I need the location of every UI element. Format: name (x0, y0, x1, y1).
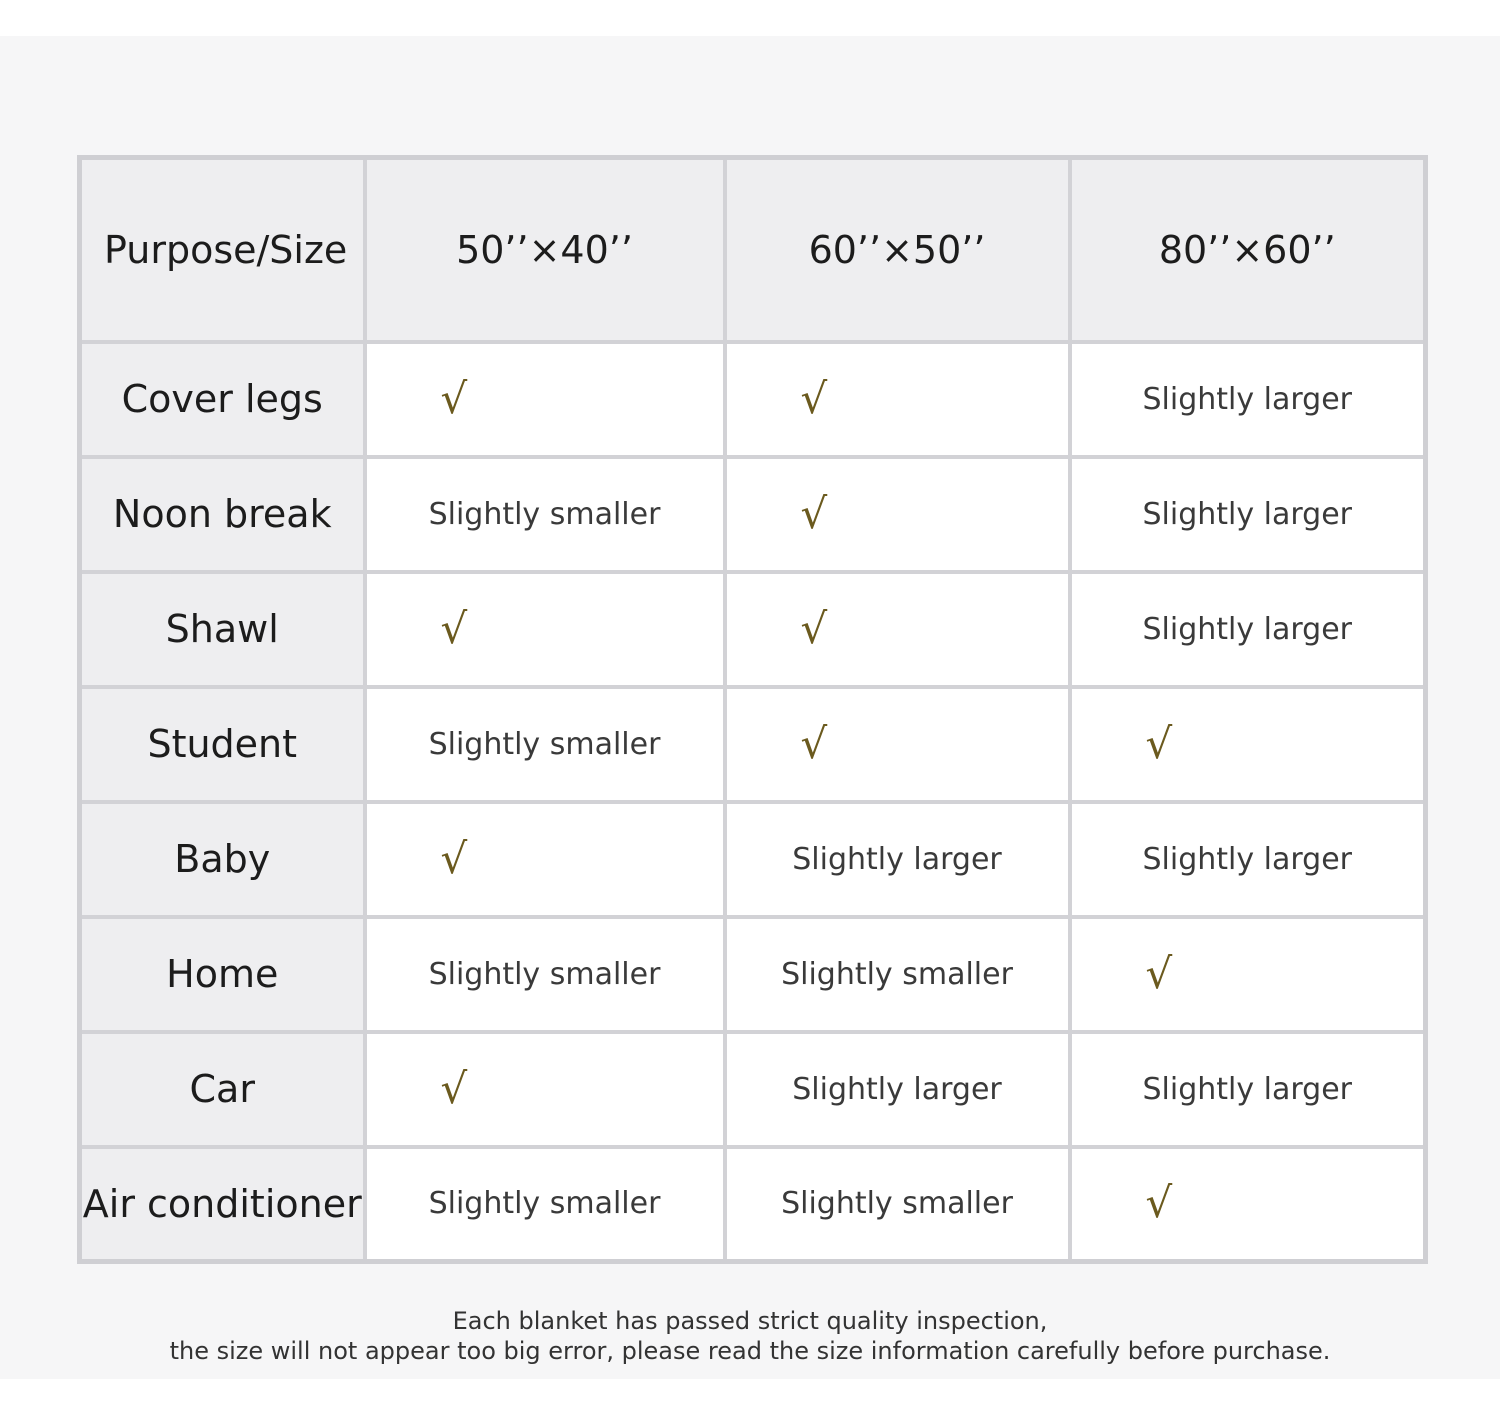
check-mark-icon: √ (800, 373, 828, 423)
header-purpose-size: Purpose/Size (80, 158, 365, 342)
footer-note (0, 1306, 1500, 1366)
table-row (80, 457, 1426, 572)
check-mark-icon: √ (440, 1063, 468, 1113)
table-header-row (80, 158, 1426, 342)
check-mark-icon: √ (440, 833, 468, 883)
check-mark-icon: √ (440, 603, 468, 653)
cell-note-50x40: Slightly smaller (365, 917, 725, 1032)
row-purpose-label: Noon break (80, 457, 365, 572)
row-purpose-label: Car (80, 1032, 365, 1147)
size-purpose-table (77, 155, 1428, 1264)
cell-note-80x60: Slightly larger (1070, 342, 1426, 457)
row-purpose-label: Cover legs (80, 342, 365, 457)
footer-line-1: Each blanket has passed strict quality inspection, (452, 1307, 1048, 1335)
header-size-60x50: 60’’×50’’ (725, 158, 1070, 342)
cell-note-50x40: Slightly smaller (365, 1147, 725, 1262)
check-mark-icon: √ (1145, 1178, 1173, 1228)
cell-suitable-60x50 (725, 572, 1070, 687)
cell-note-80x60: Slightly larger (1070, 572, 1426, 687)
cell-suitable-80x60 (1070, 1147, 1426, 1262)
cell-suitable-60x50 (725, 687, 1070, 802)
table-row (80, 687, 1426, 802)
row-purpose-label: Baby (80, 802, 365, 917)
header-size-50x40: 50’’×40’’ (365, 158, 725, 342)
cell-note-60x50: Slightly smaller (725, 1147, 1070, 1262)
check-mark-icon: √ (1145, 718, 1173, 768)
table-row (80, 1032, 1426, 1147)
table-row (80, 917, 1426, 1032)
row-purpose-label: Shawl (80, 572, 365, 687)
cell-suitable-50x40 (365, 1032, 725, 1147)
cell-note-60x50: Slightly larger (725, 802, 1070, 917)
header-size-80x60: 80’’×60’’ (1070, 158, 1426, 342)
footer-line-2: the size will not appear too big error, please read the size information carefully before purchase. (169, 1337, 1331, 1365)
content-panel (0, 36, 1500, 1379)
check-mark-icon: √ (800, 718, 828, 768)
cell-note-50x40: Slightly smaller (365, 457, 725, 572)
cell-suitable-60x50 (725, 457, 1070, 572)
row-purpose-label: Home (80, 917, 365, 1032)
check-mark-icon: √ (440, 373, 468, 423)
cell-note-60x50: Slightly smaller (725, 917, 1070, 1032)
cell-note-80x60: Slightly larger (1070, 1032, 1426, 1147)
cell-note-80x60: Slightly larger (1070, 802, 1426, 917)
cell-suitable-80x60 (1070, 917, 1426, 1032)
cell-suitable-50x40 (365, 342, 725, 457)
row-purpose-label: Air conditioner (80, 1147, 365, 1262)
cell-note-60x50: Slightly larger (725, 1032, 1070, 1147)
table-row (80, 1147, 1426, 1262)
cell-suitable-50x40 (365, 802, 725, 917)
check-mark-icon: √ (1145, 948, 1173, 998)
cell-suitable-60x50 (725, 342, 1070, 457)
table-row (80, 572, 1426, 687)
cell-note-80x60: Slightly larger (1070, 457, 1426, 572)
check-mark-icon: √ (800, 603, 828, 653)
check-mark-icon: √ (800, 488, 828, 538)
table-row (80, 342, 1426, 457)
cell-suitable-50x40 (365, 572, 725, 687)
cell-suitable-80x60 (1070, 687, 1426, 802)
table-row (80, 802, 1426, 917)
cell-note-50x40: Slightly smaller (365, 687, 725, 802)
row-purpose-label: Student (80, 687, 365, 802)
